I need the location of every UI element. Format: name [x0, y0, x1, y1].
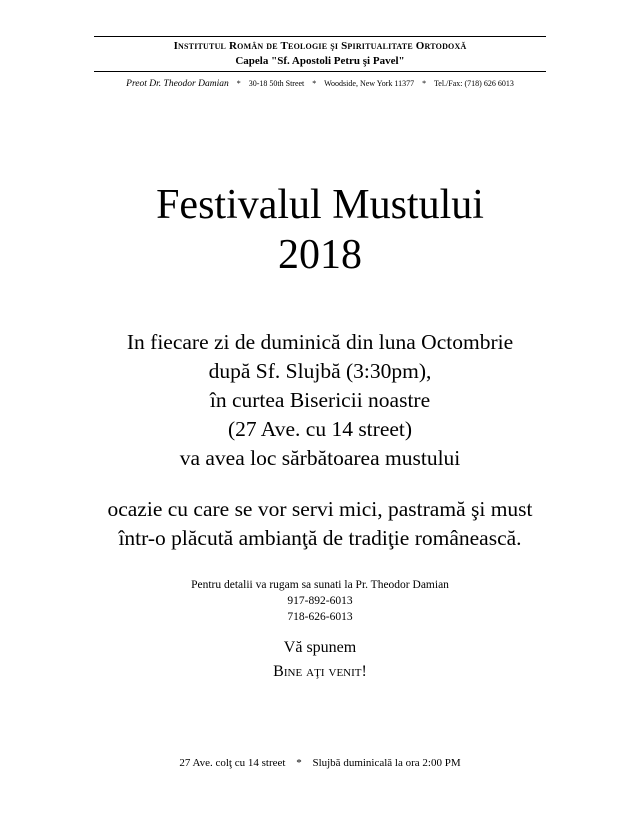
announcement-line: în curtea Bisericii noastre: [209, 388, 431, 412]
footer-location: 27 Ave. colţ cu 14 street: [179, 757, 286, 769]
offer-line: într-o plăcută ambianţă de tradiţie românească.: [118, 526, 522, 550]
announcement-line: va avea loc sărbătoarea mustului: [179, 446, 461, 470]
footer-line: [0, 757, 640, 769]
header-bottom-rule: [94, 71, 546, 72]
priest-name: Preot Dr. Theodor Damian: [126, 79, 229, 89]
title-line-1: Festivalul Mustului: [156, 182, 484, 228]
contact-separator: *: [236, 79, 241, 88]
details-phone-2: 718-626-6013: [287, 611, 353, 623]
contact-line: [0, 79, 640, 89]
details-block: [0, 577, 640, 625]
footer-separator: *: [296, 757, 302, 769]
title-line-2: 2018: [278, 232, 362, 278]
page-title: [0, 180, 640, 280]
footer-service: Slujbă duminicală la ora 2:00 PM: [312, 757, 461, 769]
greeting-welcome: Bine aţi venit!: [273, 663, 367, 680]
announcement-block: [0, 328, 640, 473]
details-contact-line: Pentru detalii va rugam sa sunati la Pr. Theodor Damian: [191, 579, 449, 591]
address-street: 30-18 50th Street: [248, 79, 305, 88]
contact-phone: Tel./Fax: (718) 626 6013: [433, 79, 514, 88]
institute-name: Institutul Român de Teologie şi Spiritualitate Ortodoxă: [173, 40, 467, 52]
offer-line: ocazie cu care se vor servi mici, pastramă şi must: [107, 497, 533, 521]
announcement-line: In fiecare zi de duminică din luna Octombrie: [126, 330, 514, 354]
greeting-block: [0, 636, 640, 684]
header-top-rule: [94, 36, 546, 37]
details-phone-1: 917-892-6013: [287, 595, 353, 607]
announcement-line: (27 Ave. cu 14 street): [227, 417, 413, 441]
contact-separator: *: [312, 79, 317, 88]
address-city: Woodside, New York 11377: [324, 79, 415, 88]
greeting-line-1: Vă spunem: [283, 639, 357, 656]
chapel-name: Capela "Sf. Apostoli Petru şi Pavel": [235, 55, 405, 67]
announcement-line: după Sf. Slujbă (3:30pm),: [208, 359, 432, 383]
offer-block: [0, 495, 640, 553]
contact-separator: *: [422, 79, 427, 88]
